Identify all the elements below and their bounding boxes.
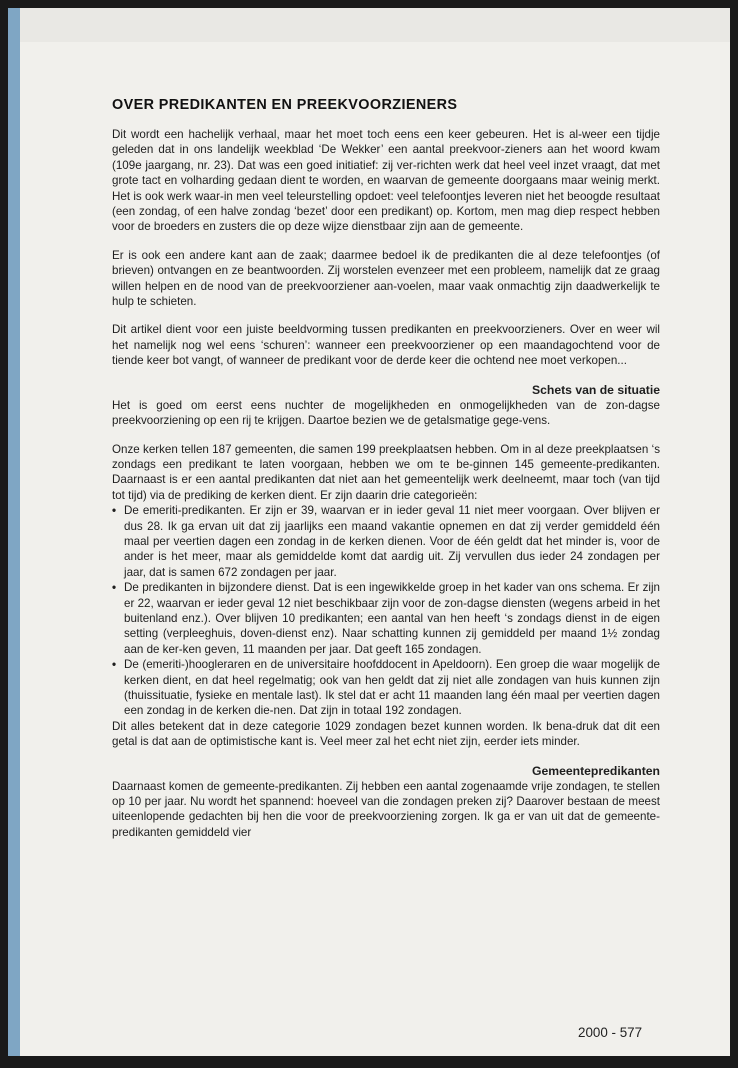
paragraph-total: Dit alles betekent dat in deze categorie 1029 zondagen bezet kunnen worden. Ik bena-druk dat dit een getal is dat aan de optimistische kant is. Veel meer zal het echt niet zijn, eerder iets minder. [112,719,660,749]
category-list [112,503,660,719]
paragraph-numbers: Onze kerken tellen 187 gemeenten, die samen 199 preekplaatsen hebben. Om in al deze preekplaatsen ‘s zondags een predikant te laten voorgaan, hebben we om te be-ginnen 145 gemeente-predikanten. Daarnaast is er een aantal predikanten dat niet aan het gemeentelijk werk deelneemt, maar toch (van tijd tot tijd) via de prediking de kerken dient. Er zijn daarin drie categorieën: [112,442,660,502]
paragraph-other-side: Er is ook een andere kant aan de zaak; daarmee bedoel ik de predikanten die al deze telefoontjes (of brieven) ontvangen en ze beantwoorden. Zij worstelen evenzeer met een probleem, namelijk dat ze graag willen helpen en de nood van de preekvoorziener aan-voelen, maar vaak onmachtig zijn daadwerkelijk te hulp te schieten. [112,248,660,309]
page-number: 2000 - 577 [578,1025,643,1040]
paragraph-overview: Het is goed om eerst eens nuchter de mogelijkheden en onmogelijkheden van de zon-dagse preekvoorziening op een rij te krijgen. Daartoe bezien we de getalsmatige gege-vens. [112,398,660,428]
paragraph-intro: Dit wordt een hachelijk verhaal, maar het moet toch eens een keer gebeuren. Het is al-weer een tijdje geleden dat in ons landelijk weekblad ‘De Wekker’ een aantal preekvoor-zieners aan het woord kwam (109e jaargang, nr. 23). Dat was een goed initiatief: zij ver-richten werk dat heel veel inzet vraagt, dat met grote tact en volharding gedaan dient te worden, en waarvan de gemeente doorgaans maar weinig merkt. Het is ook werk waar-in men veel teleurstelling opdoet: veel telefoontjes leveren niet het beoogde resultaat (een zondag, of een halve zondag ‘bezet’ door een predikant) op. Kortom, men mag diep respect hebben voor de broeders en zusters die op deze wijze dienstbaar zijn aan de gemeente. [112,128,660,234]
page-top-band [20,8,730,42]
subheading-situation: Schets van de situatie [531,382,660,397]
article-title: OVER PREDIKANTEN EN PREEKVOORZIENERS [112,97,458,113]
list-item: • De (emeriti-)hoogleraren en de universitaire hoofddocent in Apeldoorn). Een groep die waar mogelijk de kerken dient, en dat heel regelmatig; ook van hen geldt dat zij niet alle zondagen van huis kunnen zijn (thuissituatie, fysieke en mentale last). Ik stel dat er acht 11 maanden lang één maal per veertien dagen een zondag in de kerken die-nen. Dat zijn in totaal 192 zondagen. [112,657,660,719]
article-body [112,96,660,840]
scanned-page [8,8,730,1056]
page-spine [8,8,20,1056]
paragraph-purpose: Dit artikel dient voor een juiste beeldvorming tussen predikanten en preekvoorzieners. Over en weer wil het namelijk nog wel eens ‘schuren’: wanneer een preekvoorziener op een maandagochtend voor de tiende keer bot vangt, of wanneer de predikant voor de derde keer die ochtend nee moet verkopen... [112,323,660,368]
list-item: • De predikanten in bijzondere dienst. Dat is een ingewikkelde groep in het kader van ons schema. Er zijn er 22, waarvan er ieder geval 12 niet beschikbaar zijn voor de zon-dagse diensten (wegens arbeid in het buitenland enz.). Over blijven 10 predikanten; een aantal van hen heeft ‘s zondags dienst in de eigen setting (verpleeghuis, doven-dienst enz). Naar schatting kunnen zij gemiddeld per maand 1½ zondag aan de ker-ken geven, 11 maanden per jaar. Dat geeft 165 zondagen. [112,580,660,657]
paragraph-congregation-pastors: Daarnaast komen de gemeente-predikanten. Zij hebben een aantal zogenaamde vrije zondagen, te stellen op 10 per jaar. Nu wordt het spannend: hoeveel van die zondagen preken zij? Daarover bestaan de meest uiteenlopende gedachten bij hen die voor de preekvoorziening zorgen. Ik ga er van uit dat de gemeente-predikanten gemiddeld vier [112,779,660,839]
list-item: • De emeriti-predikanten. Er zijn er 39, waarvan er in ieder geval 11 niet meer voorgaan. Over blijven er dus 28. Ik ga ervan uit dat zij jaarlijks een maand vakantie opnemen en dat zij verder gemiddeld één maal per veertien dagen een zondag in de kerken dienen. Voor de één geldt dat het minder is, voor de ander is het meer, maar als gemiddelde komt dat aardig uit. Zij vervullen dus ieder 24 zondagen per jaar, dat is samen 672 zondagen per jaar. [112,503,660,580]
subheading-congregation-pastors: Gemeentepredikanten [531,763,660,778]
